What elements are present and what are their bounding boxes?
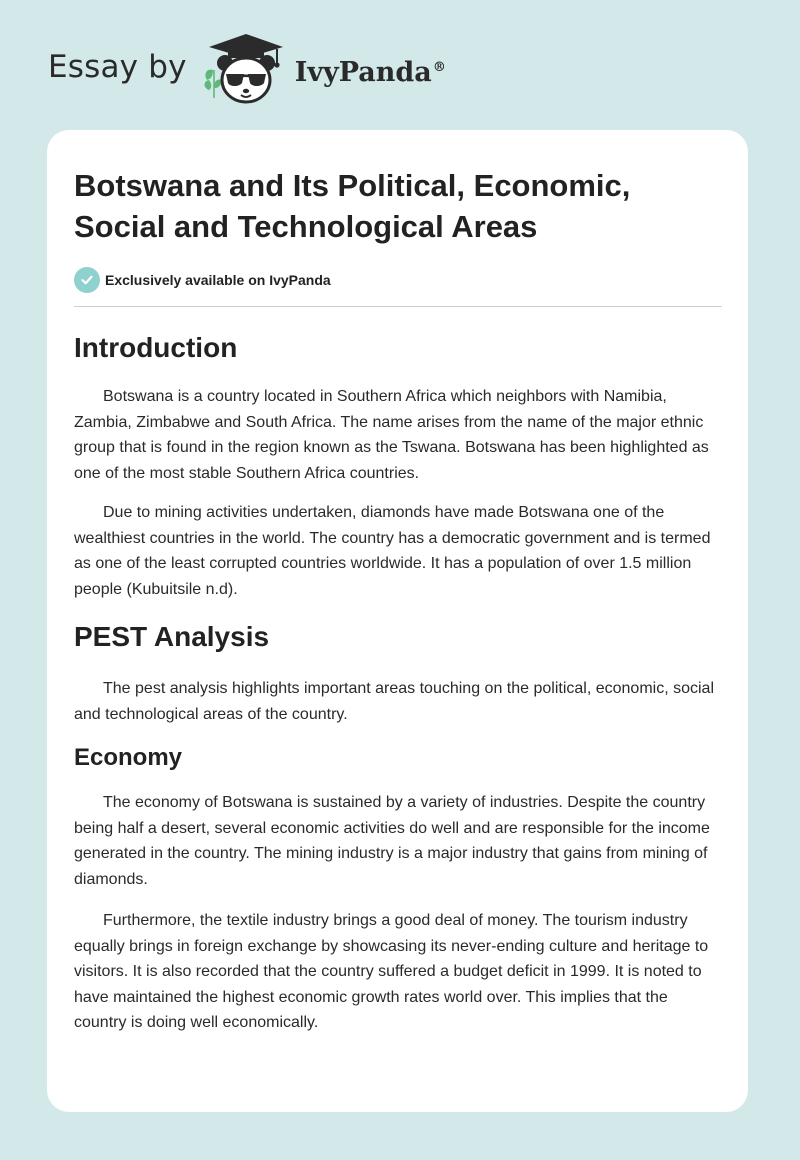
paragraph: The pest analysis highlights important areas touching on the political, economic, social and technological areas of the country. [74,680,714,723]
exclusive-badge [74,266,722,293]
paragraph: The economy of Botswana is sustained by a variety of industries. Despite the country being half a desert, several economic activities do well and are responsible for the income generated in the country. The mining industry is a major industry that gains from mining of diamonds. [74,794,710,888]
brand-header[interactable] [48,30,446,110]
panda-graduate-icon [201,30,291,110]
heading-introduction: Introduction [74,332,238,363]
paragraph: Botswana is a country located in Southern Africa which neighbors with Namibia, Zambia, Zimbabwe and South Africa. The name arises from the name of the major ethnic group that is found in the region known as the Tswana. Botswana has been highlighted as one of the most stable Southern Africa countries. [74,388,709,482]
brand-prefix: Essay by [48,49,187,85]
badge-text: Exclusively available on IvyPanda [105,271,331,288]
essay-card [47,130,748,1112]
divider [74,306,722,307]
paragraph: Due to mining activities undertaken, diamonds have made Botswana one of the wealthiest countries in the world. The country has a democratic government and is termed as one of the least corrupted countries worldwide. It has a population of over 1.5 million people (Kubuitsile n.d). [74,504,711,598]
heading-pest-analysis: PEST Analysis [74,621,270,652]
check-icon [74,267,100,293]
paragraph: Furthermore, the textile industry brings a good deal of money. The tourism industry equally brings in foreign exchange by showcasing its never-ending culture and heritage to visitors. It is also recorded that the country suffered a budget deficit in 1999. It is noted to have maintained the highest economic growth rates world over. This implies that the country is doing well economically. [74,912,709,1031]
brand-name: IvyPanda® [294,56,446,88]
essay-title: Botswana and Its Political, Economic, Social and Technological Areas [74,168,631,244]
heading-economy: Economy [74,744,183,771]
